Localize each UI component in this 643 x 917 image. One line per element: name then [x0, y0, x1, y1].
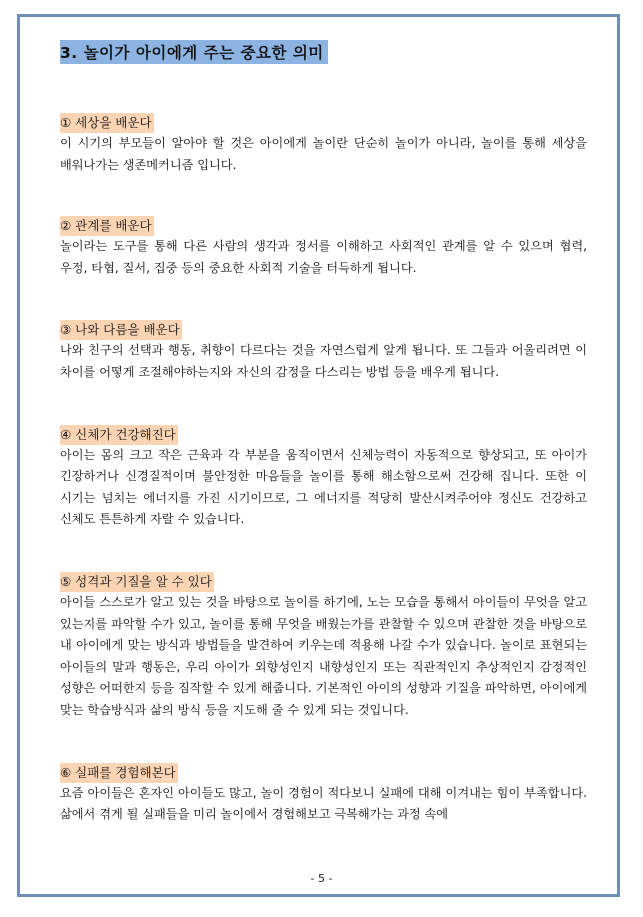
section-heading: ③ 나와 다름을 배운다 — [60, 320, 182, 340]
section-heading: ④ 신체가 건강해진다 — [60, 425, 178, 445]
page-title: 3. 놀이가 아이에게 주는 중요한 의미 — [60, 40, 328, 64]
section-5 — [60, 571, 587, 722]
section-text: 아이는 몸의 크고 작은 근육과 각 부분을 움직이면서 신체능력이 자동적으로 향상되고, 또 아이가 긴장하거나 신경질적이며 불안정한 마음들을 놀이를 통해 해소함으로써 건강해 집니다. 또한 이 시기는 넘치는 에너지를 가진 시기이므로, 그 에너지를 적당히 발산시켜주어야 정신도 건강하고 신체도 튼튼하게 자랄 수 있습니다. — [60, 447, 587, 527]
section-1 — [60, 112, 587, 176]
section-heading: ⑥ 실패를 경험해본다 — [60, 763, 178, 783]
section-6 — [60, 762, 587, 826]
section-text: 아이들 스스로가 알고 있는 것을 바탕으로 놀이를 하기에, 노는 모습을 통해서 아이들이 무엇을 알고 있는지를 파악할 수가 있고, 놀이를 통해 무엇을 배웠는가를 관찰할 수 있으며 관찰한 것을 바탕으로 내 아이에게 맞는 방식과 방법들을 발견하여 키우는데 적용해 나갈 수가 있습니다. 놀이로 표현되는 아이들의 말과 행동은, 우리 아이가 외향성인지 내향성인지 또는 직관적인지 추상적인지 감정적인 성향은 어떠한지 등을 짐작할 수 있게 해줍니다. 기본적인 아이의 성향과 기질을 파악하면, 아이에게 맞는 학습방식과 삶의 방식 등을 지도해 줄 수 있게 되는 것입니다. — [60, 594, 587, 717]
section-text: 요즘 아이들은 혼자인 아이들도 많고, 놀이 경험이 적다보니 실패에 대해 이겨내는 힘이 부족합니다. 삶에서 겪게 될 실패들을 미리 놀이에서 경험해보고 극복해가는 과정 속에 — [60, 785, 587, 822]
section-3 — [60, 319, 587, 383]
section-text: 놀이라는 도구를 통해 다른 사람의 생각과 정서를 이해하고 사회적인 관계를 알 수 있으며 협력, 우정, 타협, 질서, 집중 등의 중요한 사회적 기술을 터득하게 됩니다. — [60, 239, 587, 275]
section-text: 이 시기의 부모들이 알아야 할 것은 아이에게 놀이란 단순히 놀이가 아니라, 놀이를 통해 세상을 배워나가는 생존메커니즘 입니다. — [60, 136, 587, 172]
section-text: 나와 친구의 선택과 행동, 취향이 다르다는 것을 자연스럽게 알게 됩니다. 또 그들과 어울리려면 이 차이를 어떻게 조절해야하는지와 자신의 감정을 다스리는 방법 등을 배우게 됩니다. — [60, 343, 587, 379]
document-content — [60, 40, 587, 826]
section-4 — [60, 424, 587, 531]
page-number: - 5 - — [310, 872, 333, 885]
section-heading: ② 관계를 배운다 — [60, 216, 154, 236]
section-heading: ① 세상을 배운다 — [60, 113, 154, 133]
section-heading: ⑤ 성격과 기질을 알 수 있다 — [60, 572, 214, 592]
section-2 — [60, 215, 587, 279]
